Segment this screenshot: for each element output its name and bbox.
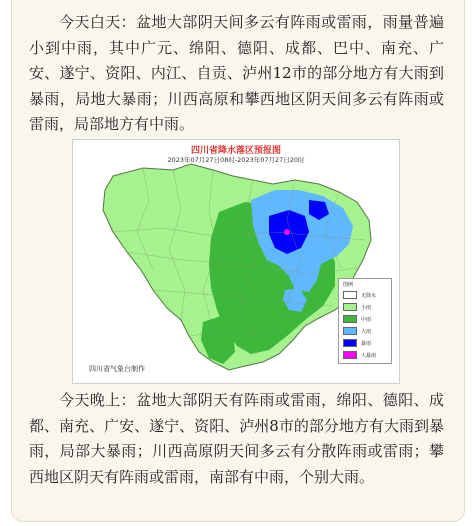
map-subtitle: 2023年07月27日08时-2023年07月27日20时 <box>167 156 305 164</box>
map-legend <box>338 278 392 364</box>
legend-item <box>343 326 371 336</box>
legend-label: 大雨 <box>361 328 372 335</box>
legend-item <box>343 350 376 360</box>
legend-label: 暴雨 <box>361 340 372 347</box>
extreme-rainstorm-spot <box>284 229 290 235</box>
legend-label: 中雨 <box>361 316 372 323</box>
legend-label: 无降水 <box>361 292 377 299</box>
legend-item <box>343 338 371 348</box>
precipitation-forecast-map <box>72 139 400 384</box>
legend-swatch <box>343 315 357 323</box>
legend-title: 图例 <box>343 282 354 288</box>
legend-item <box>343 290 376 300</box>
legend-swatch <box>343 291 357 299</box>
legend-label: 小雨 <box>361 304 372 311</box>
legend-item <box>343 314 371 324</box>
legend-swatch <box>343 327 357 335</box>
legend-swatch <box>343 303 357 311</box>
legend-swatch <box>343 351 357 359</box>
map-title: 四川省降水落区预报图 <box>190 146 281 156</box>
nighttime-forecast-paragraph: 今天晚上：盆地大部阴天有阵雨或雷雨，绵阳、德阳、成都、南充、广安、遂宁、资阳、泸州8市的部分地方有大雨到暴雨，局部大暴雨；川西高原阴天间多云有分散阵雨或雷雨；攀西地区阴天有阵雨或雷雨，南部有中雨，个别大雨。 <box>29 391 444 486</box>
legend-item <box>343 302 371 312</box>
map-credit: 四川省气象台制作 <box>89 365 145 373</box>
legend-label: 大暴雨 <box>361 352 377 359</box>
daytime-forecast-paragraph: 今天白天：盆地大部阴天间多云有阵雨或雷雨，雨量普遍小到中雨，其中广元、绵阳、德阳、成都、巴中、南充、广安、遂宁、资阳、内江、自贡、泸州12市的部分地方有大雨到暴雨，局地大暴雨；川西高原和攀西地区阴天间多云有阵雨或雷雨，局部地方有中雨。 <box>29 13 444 133</box>
legend-swatch <box>343 339 357 347</box>
